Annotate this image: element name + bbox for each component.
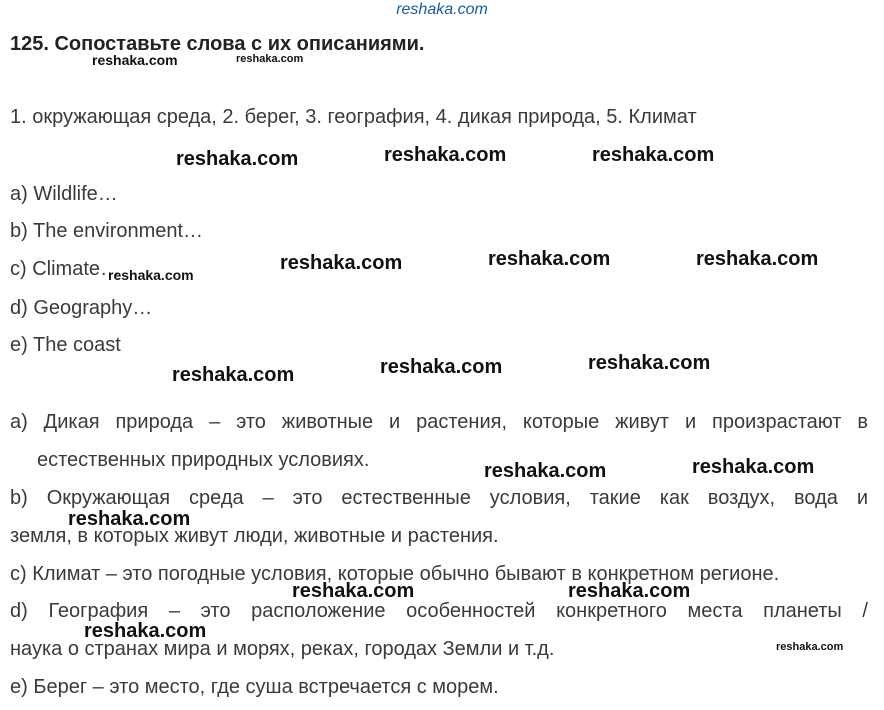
watermark: reshaka.com — [592, 144, 715, 166]
answer-a-line2: естественных природных условиях. — [37, 449, 370, 471]
option-b: b) The environment… — [10, 220, 204, 242]
answer-d-line2: наука о странах мира и морях, реках, городах Земли и т.д. — [10, 638, 555, 660]
watermark: reshaka.com — [568, 580, 691, 602]
watermark: reshaka.com — [692, 456, 815, 478]
option-d: d) Geography… — [10, 297, 153, 319]
watermark: reshaka.com — [484, 460, 607, 482]
watermark: reshaka.com — [92, 52, 178, 68]
terms-list: 1. окружающая среда, 2. берег, 3. география, 4. дикая природа, 5. Климат — [10, 106, 697, 128]
watermark: reshaka.com — [384, 144, 507, 166]
watermark: reshaka.com — [380, 356, 503, 378]
option-c: c) Climate… — [10, 258, 121, 280]
watermark: reshaka.com — [172, 364, 295, 386]
answer-e: e) Берег – это место, где суша встречается с морем. — [10, 676, 499, 698]
answer-b-line1: b) Окружающая среда – это естественные условия, такие как воздух, вода и — [10, 487, 868, 509]
watermark: reshaka.com — [280, 252, 403, 274]
watermark: reshaka.com — [488, 248, 611, 270]
watermark: reshaka.com — [176, 148, 299, 170]
site-header-link[interactable]: reshaka.com — [396, 1, 488, 18]
watermark: reshaka.com — [108, 267, 194, 283]
watermark: reshaka.com — [696, 248, 819, 270]
watermark: reshaka.com — [588, 352, 711, 374]
watermark: reshaka.com — [292, 580, 415, 602]
option-e: e) The coast — [10, 334, 121, 356]
task-title: 125. Сопоставьте слова с их описаниями. — [10, 33, 425, 55]
watermark: reshaka.com — [776, 641, 844, 653]
watermark: reshaka.com — [68, 508, 191, 530]
watermark: reshaka.com — [236, 53, 304, 65]
answer-c: c) Климат – это погодные условия, которые обычно бывают в конкретном регионе. — [10, 563, 780, 585]
option-a: a) Wildlife… — [10, 183, 118, 205]
answer-b-line2: земля, в которых живут люди, животные и растения. — [10, 525, 499, 547]
watermark: reshaka.com — [84, 620, 207, 642]
answer-a-line1: a) Дикая природа – это животные и растения, которые живут и произрастают в — [10, 411, 868, 433]
answer-d-line1: d) География – это расположение особенностей конкретного места планеты / — [10, 600, 868, 622]
